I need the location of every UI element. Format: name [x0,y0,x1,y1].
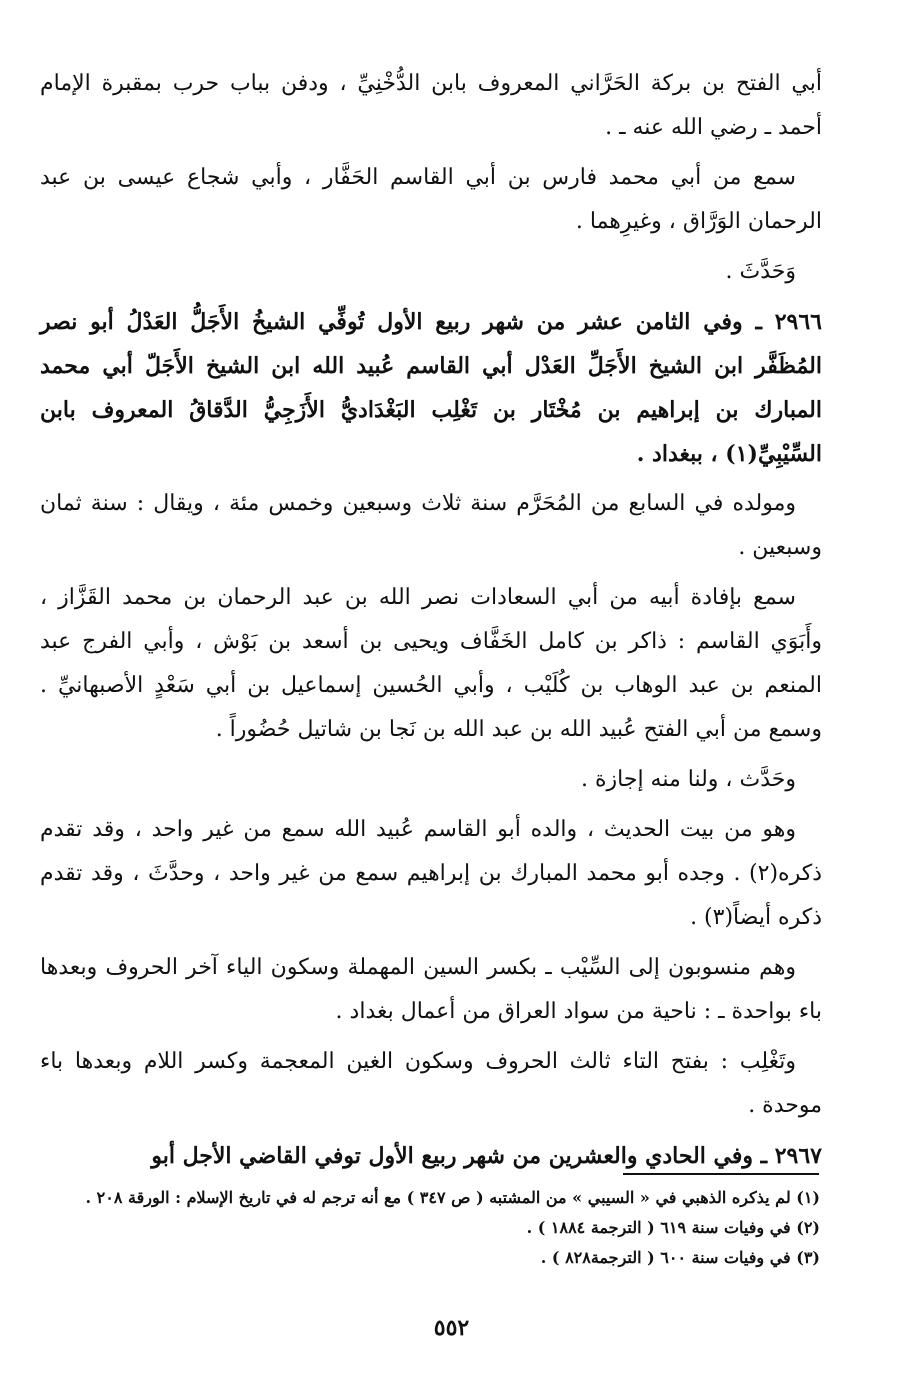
footnote-3: (٣) في وفيات سنة ٦٠٠ ( الترجمة٨٢٨ ) . [540,1248,820,1267]
footnote-2: (٢) في وفيات سنة ٦١٩ ( الترجمة ١٨٨٤ ) . [526,1218,820,1237]
paragraph-teachers: سمع من أبي محمد فارس بن أبي القاسم الحَفَّار ، وأبي شجاع عيسى بن عبد الرحمان الوَرَّاق ، وغيرِهما . [40,165,822,234]
page-number: ٥٥٢ [433,1315,470,1341]
entry-2967: ٢٩٦٧ ـ وفي الحادي والعشرين من شهر ربيع الأول توفي القاضي الأجل أبو [151,1143,822,1169]
paragraph-birth: ومولده في السابع من المُحَرَّم سنة ثلاث وسبعين وخمس مئة ، ويقال : سنة ثمان وسبعين . [40,491,822,560]
footnote-1: (١) لم يذكره الذهبي في « السيبي » من المشتبه ( ص ٣٤٧ ) مع أنه ترجم له في تاريخ الإسلام : الورقة ٢٠٨ . [85,1188,820,1207]
paragraph-nisba-taghlib: وتَغْلِب : بفتح التاء ثالث الحروف وسكون الغين المعجمة وكسر اللام وبعدها باء موحدة . [40,1049,822,1118]
paragraph-nisba-sib: وهم منسوبون إلى السِّيْب ـ بكسر السين المهملة وسكون الياء آخر الحروف وبعدها باء بواحدة ـ : ناحية من سواد العراق من أعمال بغداد . [40,955,822,1024]
paragraph-continuation: أبي الفتح بن بركة الحَرَّاني المعروف بابن الدُّخْنِيِّ ، ودفن بباب حرب بمقبرة الإمام أحمد ـ رضي الله عنه ـ . [40,71,822,140]
paragraph-family: وهو من بيت الحديث ، والده أبو القاسم عُبيد الله سمع من غير واحد ، وقد تقدم ذكره(٢) . وجده أبو محمد المبارك بن إبراهيم سمع من غير واحد ، وحدَّثَ ، وقد تقدم ذكره أيضاً(٣) . [40,817,822,930]
footnotes [40,1183,820,1273]
paragraph-heard-from: سمع بإفادة أبيه من أبي السعادات نصر الله بن عبد الرحمان بن محمد القَزَّاز ، وأَبَوَي القاسم : ذاكر بن كامل الخَفَّاف ويحيى بن أسعد بن بَوْش ، وأبي الفرج عبد المنعم بن عبد الوهاب بن كُلَيْب ، وأبي الحُسين إسماعيل بن أبي سَعْدٍ الأصبهانيِّ . وسمع من أبي الفتح عُبيد الله بن عبد الله بن نَجا بن شاتيل حُضُوراً . [40,585,822,742]
entry-2966: ٢٩٦٦ ـ وفي الثامن عشر من شهر ربيع الأول تُوفِّي الشيخُ الأَجَلُّ العَدْلُ أبو نصر المُظَفَّر ابن الشيخ الأَجَلِّ العَدْل أبي القاسم عُبيد الله ابن الشيخ الأَجَلّ أبي محمد المبارك بن إبراهيم بن مُخْتَار بن تَغْلِب البَغْدَاديُّ الأَزَجِيُّ الدَّقاقُ المعروف بابن السِّيْبِيِّ(١) ، ببغداد . [40,309,822,467]
paragraph-ijaza: وحَدَّث ، ولنا منه إجازة . [581,767,796,792]
page-body [40,62,822,1184]
paragraph-narrated: وَحَدَّثَ . [725,259,796,284]
footnote-divider [623,1173,819,1175]
